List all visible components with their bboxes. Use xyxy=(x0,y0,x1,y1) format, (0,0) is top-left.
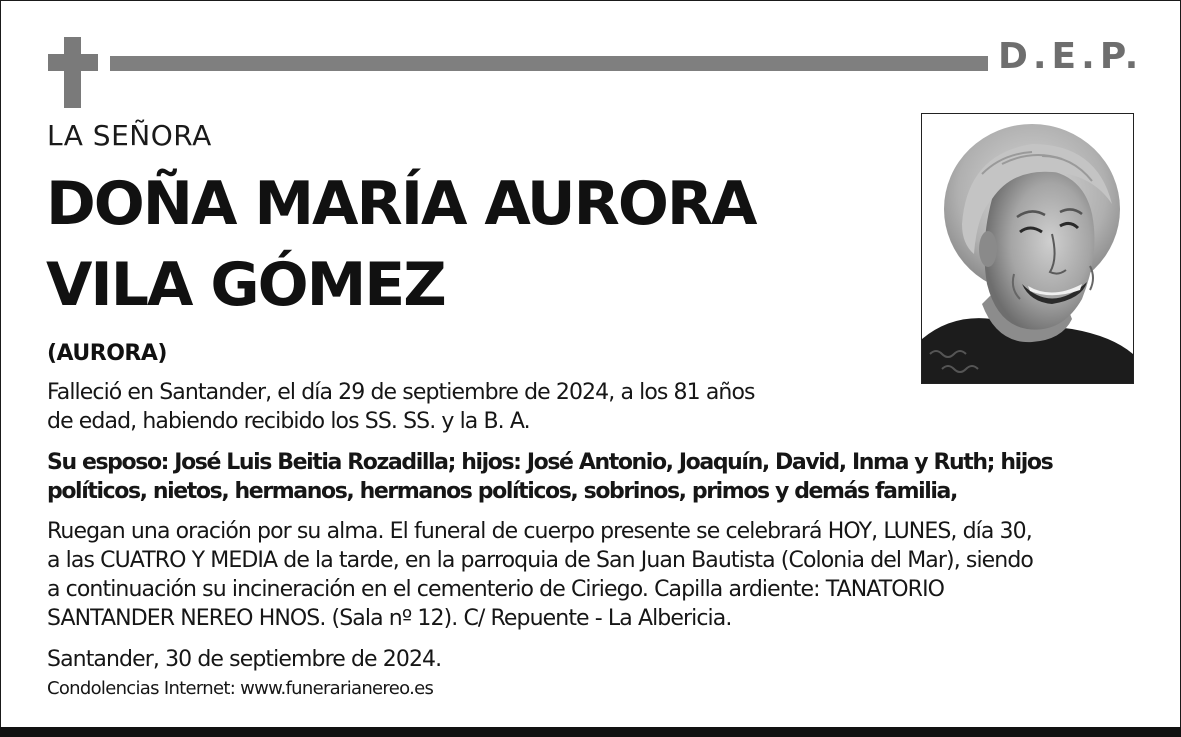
funeral-line: a las CUATRO Y MEDIA de la tarde, en la parroquia de San Juan Bautista (Colonia del Mar), siendo xyxy=(47,548,1033,573)
portrait-illustration xyxy=(922,114,1133,383)
cross-icon xyxy=(64,37,81,108)
bottom-bar xyxy=(0,727,1181,737)
header-rule xyxy=(110,56,988,71)
condolences-line: Condolencias Internet: www.funerarianereo.es xyxy=(47,678,434,699)
death-notice-line: de edad, habiendo recibido los SS. SS. y la B. A. xyxy=(47,409,530,434)
deceased-name-line1: DOÑA MARÍA AURORA xyxy=(46,169,756,239)
funeral-line: a continuación su incineración en el cementerio de Ciriego. Capilla ardiente: TANATORIO xyxy=(47,577,945,602)
funeral-line: SANTANDER NEREO HNOS. (Sala nº 12). C/ Repuente - La Albericia. xyxy=(47,606,732,631)
nickname: (AURORA) xyxy=(47,341,167,366)
funeral-line: Ruegan una oración por su alma. El funeral de cuerpo presente se celebrará HOY, LUNES, día 30, xyxy=(47,519,1032,544)
family-line: políticos, nietos, hermanos, hermanos políticos, sobrinos, primos y demás familia, xyxy=(47,479,957,504)
salutation: LA SEÑORA xyxy=(47,119,212,152)
portrait-photo xyxy=(921,113,1134,384)
dep-label: D.E.P. xyxy=(998,36,1144,77)
family-line: Su esposo: José Luis Beitia Rozadilla; hijos: José Antonio, Joaquín, David, Inma y Ruth; hijos xyxy=(47,450,1053,475)
death-notice-line: Falleció en Santander, el día 29 de septiembre de 2024, a los 81 años xyxy=(47,380,755,405)
cross-icon-arm xyxy=(48,54,98,71)
deceased-name-line2: VILA GÓMEZ xyxy=(46,250,445,320)
place-date: Santander, 30 de septiembre de 2024. xyxy=(47,647,442,672)
